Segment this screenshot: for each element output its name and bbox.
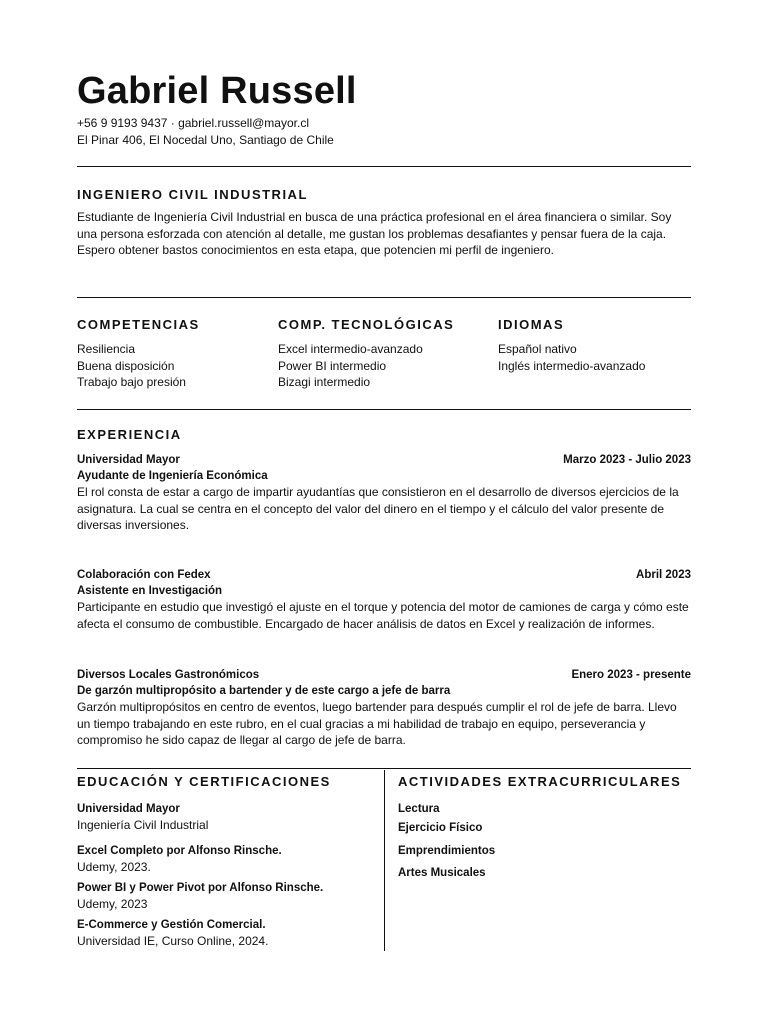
tecnologicas-title: COMP. TECNOLÓGICAS [278,317,455,332]
column-divider [384,770,385,951]
activity-item: Artes Musicales [398,867,486,879]
skill-item: Power BI intermedio [278,358,387,373]
competencias-title: COMPETENCIAS [77,317,200,332]
divider [77,409,691,410]
skill-item: Trabajo bajo presión [77,375,186,389]
activity-item: Emprendimientos [398,845,496,857]
job-entry [77,567,691,632]
activities-title: ACTIVIDADES EXTRACURRICULARES [398,774,682,789]
language-item: Español nativo [498,342,577,356]
contact-line: +56 9 9193 9437 · gabriel.russell@mayor.cl [77,116,309,130]
job-dates: Enero 2023 - presente [571,669,691,681]
skills-competencias [77,317,200,391]
job-role: De garzón multipropósito a bartender y de este cargo a jefe de barra [77,685,451,697]
education-detail: Udemy, 2023 [77,897,148,911]
job-description: Participante en estudio que investigó el ajuste en el torque y potencia del motor de camiones de carga y cómo este afecta el consumo de combustible. Encargado de hacer análisis de datos en Excel y realización de informes. [77,600,689,631]
skill-item: Bizagi intermedio [278,375,371,389]
job-description: El rol consta de estar a cargo de impartir ayudantías que consistieron en el desarrollo de diversos ejercicios de la asignatura. La cual se centra en el concepto del valor del dinero en el tiempo y el cálculo del valor presente de diversas inversiones. [77,485,679,532]
job-dates: Marzo 2023 - Julio 2023 [563,454,691,466]
education-detail: Udemy, 2023. [77,860,151,874]
skill-item: Buena disposición [77,358,175,373]
candidate-name: Gabriel Russell [77,70,357,112]
job-entry [77,667,691,749]
education-detail: Ingeniería Civil Industrial [77,818,209,832]
education-item [77,917,268,950]
education-item [77,843,282,876]
divider [77,297,691,298]
job-org: Diversos Locales Gastronómicos [77,669,260,681]
education-item [77,880,323,913]
idiomas-title: IDIOMAS [498,317,565,332]
education-name: Excel Completo por Alfonso Rinsche. [77,845,282,857]
job-role: Ayudante de Ingeniería Económica [77,470,268,482]
education-name: E-Commerce y Gestión Comercial. [77,919,266,931]
skills-tecnologicas [278,317,454,391]
education-name: Power BI y Power Pivot por Alfonso Rinsche. [77,882,324,894]
language-item: Inglés intermedio-avanzado [498,358,646,373]
profile-title: INGENIERO CIVIL INDUSTRIAL [77,187,308,202]
address-line: El Pinar 406, El Nocedal Uno, Santiago de Chile [77,133,334,147]
job-role: Asistente en Investigación [77,585,223,597]
job-org: Universidad Mayor [77,454,180,466]
job-org: Colaboración con Fedex [77,569,211,581]
profile-summary: Estudiante de Ingeniería Civil Industrial en busca de una práctica profesional en el área financiera o similar. Soy una persona esforzada con atención al detalle, me gustan los problemas desafiantes y pensar fuera de la caja. Espero obtener bastos conocimientos en esta etapa, que potencien mi perfil de ingeniero. [77,210,672,257]
activity-item: Lectura [398,803,440,815]
skills-idiomas [498,317,645,374]
job-entry [77,452,691,534]
job-description: Garzón multipropósitos en centro de eventos, luego bartender para después cumplir el rol de jefe de barra. Llevo un tiempo trabajando en este rubro, en el cual gracias a mi habilidad de trabajo en equipo, perseverancia y compromiso he sido capaz de llegar al cargo de jefe de barra. [77,700,677,747]
job-dates: Abril 2023 [636,569,691,581]
education-title: EDUCACIÓN Y CERTIFICACIONES [77,774,331,789]
divider [77,166,691,167]
education-item [77,801,208,834]
skill-item: Excel intermedio-avanzado [278,342,423,356]
education-detail: Universidad IE, Curso Online, 2024. [77,934,269,948]
divider [77,768,691,769]
activity-item: Ejercicio Físico [398,822,483,834]
skill-item: Resiliencia [77,342,136,356]
education-name: Universidad Mayor [77,803,180,815]
experience-title: EXPERIENCIA [77,427,182,442]
